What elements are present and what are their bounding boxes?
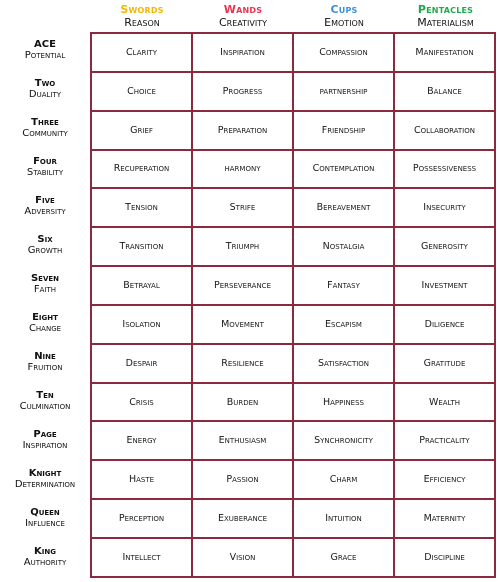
- column-header-pentacles: [395, 4, 496, 32]
- row-label-9: [0, 390, 90, 412]
- table-row: [91, 227, 495, 266]
- row-label-0: [0, 39, 90, 61]
- table-cell: Bereavement: [293, 188, 394, 227]
- table-cell: Intellect: [91, 538, 192, 577]
- rank-name: Seven: [30, 273, 60, 284]
- rank-meaning: Potential: [24, 50, 66, 61]
- table-row: [91, 460, 495, 499]
- suit-name: Cups: [330, 3, 358, 16]
- table-cell: Diligence: [394, 305, 495, 344]
- rank-meaning: Influence: [25, 518, 65, 529]
- table-cell: Energy: [91, 421, 192, 460]
- table-row: [91, 383, 495, 422]
- table-cell: Contemplation: [293, 150, 394, 189]
- table-row: [91, 499, 495, 538]
- table-cell: Betrayal: [91, 266, 192, 305]
- table-row: [91, 266, 495, 305]
- rank-meaning: Duality: [28, 89, 62, 100]
- rank-meaning: Authority: [23, 557, 67, 568]
- table-cell: Despair: [91, 344, 192, 383]
- table-cell: Balance: [394, 72, 495, 111]
- rank-meaning: Determination: [14, 479, 76, 490]
- row-label-7: [0, 312, 90, 334]
- table-cell: Clarity: [91, 33, 192, 72]
- table-cell: Strife: [192, 188, 293, 227]
- rank-meaning: Fruition: [27, 362, 63, 373]
- table-cell: Enthusiasm: [192, 421, 293, 460]
- row-label-10: [0, 429, 90, 451]
- table-cell: Investment: [394, 266, 495, 305]
- table-cell: Perseverance: [192, 266, 293, 305]
- row-label-2: [0, 117, 90, 139]
- table-cell: Crisis: [91, 383, 192, 422]
- row-label-13: [0, 546, 90, 568]
- rank-meaning: Inspiration: [22, 440, 68, 451]
- rank-meaning: Adversity: [24, 206, 66, 217]
- table-cell: Recuperation: [91, 150, 192, 189]
- table-cell: Maternity: [394, 499, 495, 538]
- column-header-wands: [193, 4, 293, 32]
- table-row: [91, 33, 495, 72]
- table-cell: Tension: [91, 188, 192, 227]
- row-label-6: [0, 273, 90, 295]
- suit-theme: Creativity: [219, 16, 267, 29]
- table-cell: Progress: [192, 72, 293, 111]
- table-cell: harmony: [192, 150, 293, 189]
- row-label-1: [0, 78, 90, 100]
- table-cell: Synchronicity: [293, 421, 394, 460]
- table-cell: Transition: [91, 227, 192, 266]
- table-row: [91, 305, 495, 344]
- table-cell: Nostalgia: [293, 227, 394, 266]
- table-cell: Generosity: [394, 227, 495, 266]
- table-cell: Grief: [91, 111, 192, 150]
- rank-name: Queen: [30, 507, 60, 518]
- table-cell: Fantasy: [293, 266, 394, 305]
- rank-meaning: Change: [28, 323, 62, 334]
- table-row: [91, 150, 495, 189]
- rank-meaning: Faith: [33, 284, 57, 295]
- rank-name: Eight: [32, 312, 58, 323]
- table-cell: Happiness: [293, 383, 394, 422]
- table-cell: Haste: [91, 460, 192, 499]
- meanings-table: [90, 32, 496, 578]
- table-cell: Compassion: [293, 33, 394, 72]
- table-cell: Resilience: [192, 344, 293, 383]
- table-cell: Collaboration: [394, 111, 495, 150]
- table-cell: Intuition: [293, 499, 394, 538]
- rank-meaning: Growth: [27, 245, 63, 256]
- rank-name: Three: [31, 117, 59, 128]
- table-cell: Gratitude: [394, 344, 495, 383]
- table-cell: Passion: [192, 460, 293, 499]
- rank-name: Nine: [34, 351, 56, 362]
- table-cell: Manifestation: [394, 33, 495, 72]
- row-label-8: [0, 351, 90, 373]
- rank-name: Four: [33, 156, 57, 167]
- table-cell: Isolation: [91, 305, 192, 344]
- rank-meaning: Stability: [26, 167, 64, 178]
- table-cell: Efficiency: [394, 460, 495, 499]
- row-label-11: [0, 468, 90, 490]
- rank-name: Five: [35, 195, 55, 206]
- table-row: [91, 72, 495, 111]
- rank-name: King: [34, 546, 56, 557]
- table-row: [91, 421, 495, 460]
- rank-name: Knight: [28, 468, 62, 479]
- rank-name: Six: [37, 234, 53, 245]
- suit-theme: Reason: [124, 16, 160, 29]
- suit-name: Swords: [120, 3, 164, 16]
- row-label-5: [0, 234, 90, 256]
- table-cell: Perception: [91, 499, 192, 538]
- rank-meaning: Community: [22, 128, 68, 139]
- table-cell: Burden: [192, 383, 293, 422]
- column-header-cups: [294, 4, 394, 32]
- table-cell: Insecurity: [394, 188, 495, 227]
- suit-name: Wands: [223, 3, 263, 16]
- table-cell: Practicality: [394, 421, 495, 460]
- table-cell: Inspiration: [192, 33, 293, 72]
- rank-name: ACE: [34, 39, 56, 50]
- table-cell: Preparation: [192, 111, 293, 150]
- table-cell: Escapism: [293, 305, 394, 344]
- rank-name: Ten: [36, 390, 54, 401]
- suit-name: Pentacles: [417, 3, 474, 16]
- column-header-swords: [92, 4, 192, 32]
- table-cell: Charm: [293, 460, 394, 499]
- table-cell: Satisfaction: [293, 344, 394, 383]
- table-cell: Exuberance: [192, 499, 293, 538]
- table-cell: Triumph: [192, 227, 293, 266]
- table-row: [91, 188, 495, 227]
- rank-name: Two: [34, 78, 56, 89]
- row-label-12: [0, 507, 90, 529]
- table-row: [91, 111, 495, 150]
- suit-theme: Materialism: [417, 16, 474, 29]
- table-cell: Discipline: [394, 538, 495, 577]
- table-row: [91, 344, 495, 383]
- table-row: [91, 538, 495, 577]
- row-label-3: [0, 156, 90, 178]
- row-label-4: [0, 195, 90, 217]
- suit-theme: Emotion: [324, 16, 364, 29]
- table-cell: Possessiveness: [394, 150, 495, 189]
- table-cell: Choice: [91, 72, 192, 111]
- table-cell: Vision: [192, 538, 293, 577]
- table-cell: partnership: [293, 72, 394, 111]
- table-cell: Grace: [293, 538, 394, 577]
- rank-name: Page: [33, 429, 57, 440]
- table-cell: Movement: [192, 305, 293, 344]
- table-cell: Wealth: [394, 383, 495, 422]
- table-cell: Friendship: [293, 111, 394, 150]
- rank-meaning: Culmination: [19, 401, 71, 412]
